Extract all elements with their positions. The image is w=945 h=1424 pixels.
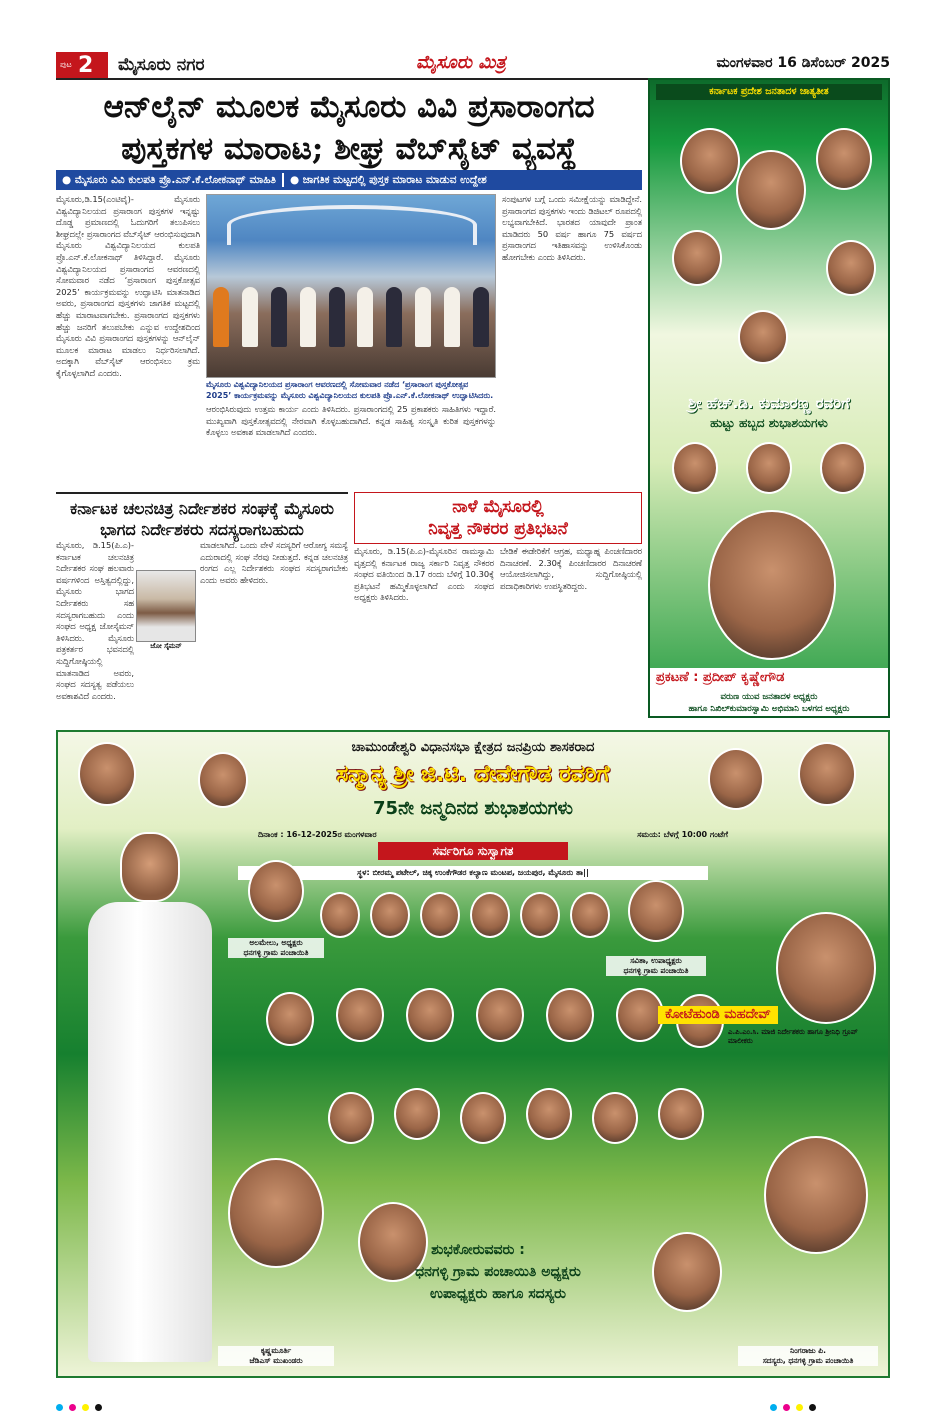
- ad-portrait: [266, 992, 314, 1046]
- ad-caption-krishna-role: ಜೆಡಿಎಸ್ ಮುಖಂಡರು: [249, 1356, 303, 1365]
- ad-right-portrait: [736, 150, 806, 230]
- ad-portrait: [336, 988, 384, 1042]
- photo-person: [415, 287, 431, 347]
- ad-portrait: [406, 988, 454, 1042]
- page-label: ಪುಟ: [60, 60, 72, 69]
- ad-caption-ningaraju: [738, 1346, 878, 1366]
- ad-caption-vp-role: ಧನಗಳ್ಳಿ ಗ್ರಾಮ ಪಂಚಾಯಿತಿ: [623, 966, 689, 975]
- ad-right-portrait: [672, 442, 718, 494]
- ad-right-footer: [650, 668, 888, 718]
- story3-headline-line2: ನಿವೃತ್ತ ನೌಕರರ ಪ್ರತಿಭಟನೆ: [428, 519, 568, 539]
- section-title: ಮೈಸೂರು ನಗರ: [118, 55, 205, 75]
- yellow-dot: [796, 1404, 803, 1411]
- story2-headline: ಕರ್ನಾಟಕ ಚಲನಚಿತ್ರ ನಿರ್ದೇಶಕರ ಸಂಘಕ್ಕೆ ಮೈಸೂರು ಭಾಗದ ನಿರ್ದೇಶಕರು ಸದಸ್ಯರಾಗಬಹುದು: [56, 492, 348, 540]
- ad-right-portrait: [826, 240, 876, 296]
- ad-portrait: [592, 1092, 638, 1144]
- ad-portrait: [658, 1088, 704, 1140]
- lead-headline-line2: ಪುಸ್ತಕಗಳ ಮಾರಾಟ; ಶೀಘ್ರ ವೆಬ್‌ಸೈಟ್ ವ್ಯವಸ್ಥೆ: [121, 131, 577, 167]
- ad-portrait-ningaraju: [764, 1136, 868, 1254]
- ad-right-publisher: ಪ್ರಕಟಣೆ : ಪ್ರದೀಪ್ ಕೃಷ್ಣೇಗೌಡ: [656, 670, 785, 685]
- ad-portrait: [470, 892, 510, 938]
- photo-person: [444, 287, 460, 347]
- ad-portrait: [616, 988, 664, 1042]
- cyan-dot: [770, 1404, 777, 1411]
- ad-right-portrait: [672, 230, 722, 286]
- ad-portrait: [248, 860, 304, 922]
- black-dot: [95, 1404, 102, 1411]
- ad-portrait: [628, 880, 684, 942]
- cyan-dot: [56, 1404, 63, 1411]
- ad-big-name: ಕೋಟೆಹುಂಡಿ ಮಹದೇವ್: [658, 1006, 778, 1024]
- page-number: 2: [78, 53, 94, 78]
- ad-right-role-1: ವರುಣ ಯುವ ಜನತಾದಳ ಅಧ್ಯಕ್ಷರು: [720, 692, 818, 702]
- story2-portrait-caption: ಜೋ ಸೈಮನ್: [150, 642, 182, 650]
- ad-caption-vp-name: ಸವಿತಾ, ಉಪಾಧ್ಯಕ್ಷರು: [630, 956, 682, 965]
- ad-line-1: ಚಾಮುಂಡೇಶ್ವರಿ ವಿಧಾನಸಭಾ ಕ್ಷೇತ್ರದ ಜನಪ್ರಿಯ ಶಾಸಕರಾದ: [351, 740, 595, 755]
- ad-caption-ningaraju-name: ನಿಂಗರಾಜು ಪಿ.: [790, 1346, 826, 1355]
- ad-portrait: [394, 1088, 440, 1140]
- ad-portrait: [460, 1092, 506, 1144]
- ad-welcome: ಸರ್ವರಿಗೂ ಸುಸ್ವಾಗತ: [378, 842, 568, 860]
- ad-portrait-mahadev: [776, 912, 876, 1024]
- ad-portrait: [652, 1232, 722, 1312]
- lead-column-2: ಆರಂಭಿಸಿರುವುದು ಉತ್ತಮ ಕಾರ್ಯ ಎಂದು ತಿಳಿಸಿದರು. ಪ್ರಸಾರಾಂಗದಲ್ಲಿ 25 ಪ್ರಕಾಶಕರು ಸಾಹಿತಿಗಳು ಇದ್ದಾರೆ. ಮುಖ್ಯವಾಗಿ ಪುಸ್ತಕೋತ್ಸವದಲ್ಲಿ ನೇರವಾಗಿ ಕೊಳ್ಳಬಹುದಾಗಿದೆ. ಕನ್ನಡ ಸಾಹಿತ್ಯ ಸಂಸ್ಕೃತಿ ಕುರಿತ ಪುಸ್ತಕಗಳನ್ನು ಕೊಳ್ಳಲು ಅವಕಾಶ ಮಾಡಲಾಗಿದೆ ಎಂದರು.: [206, 404, 496, 438]
- registration-marks-left: [56, 1404, 102, 1411]
- page-number-box: [56, 52, 108, 78]
- story3-headline: [354, 492, 642, 544]
- magenta-dot: [783, 1404, 790, 1411]
- paper-name: ಮೈಸೂರು ಮಿತ್ರ: [416, 52, 506, 73]
- story2-portrait: [136, 570, 196, 642]
- ad-right-topbar: ಕರ್ನಾಟಕ ಪ್ರದೇಶ ಜನತಾದಳ ಜಾತ್ಯತೀತ: [656, 84, 882, 100]
- ad-greet-1: ಶುಭಕೋರುವವರು :: [431, 1242, 525, 1258]
- lead-subhead-2: ● ಜಾಗತಿಕ ಮಟ್ಟದಲ್ಲಿ ಪುಸ್ತಕ ಮಾರಾಟ ಮಾಡುವ ಉದ್ದೇಶ: [289, 173, 487, 186]
- ad-right-portrait: [680, 128, 740, 194]
- yellow-dot: [82, 1404, 89, 1411]
- black-dot: [809, 1404, 816, 1411]
- story2-body-right: ಮಾಡಲಾಗಿದೆ. ಒಂದು ವೇಳೆ ಸದಸ್ಯರಿಗೆ ಆರೋಗ್ಯ ಸಮಸ್ಯೆ ಎದುರಾದಲ್ಲಿ ಸಂಘ ನೆರವು ನೀಡುತ್ತದೆ. ಕನ್ನಡ ಚಲನಚಿತ್ರ ರಂಗದ ಎಲ್ಲ ನಿರ್ದೇಶಕರು ಸಂಘದ ಸದಸ್ಯರಾಗಬೇಕು ಎಂದು ಅವರು ಹೇಳಿದರು.: [200, 540, 348, 585]
- ad-greet-2: ಧನಗಳ್ಳಿ ಗ್ರಾಮ ಪಂಚಾಯಿತಿ ಅಧ್ಯಕ್ಷರು: [415, 1264, 581, 1280]
- ad-caption-krishnamurthy: [218, 1346, 334, 1366]
- story3-body-right: ಬೇಡಿಕೆ ಈಡೇರಿಕೆಗೆ ಆಗ್ರಹ, ಮಧ್ಯಾಹ್ನ ಪಿಂಚಣಿದಾರರ ದಿನಾಚರಣೆ. 2.30ಕ್ಕೆ ಪಿಂಚಣಿದಾರರ ದಿನಾಚರಣೆ ಆಯೋಜಿಸಲಾಗಿದ್ದು, ಸುದ್ದಿಗೋಷ್ಠಿಯಲ್ಲಿ ಪದಾಧಿಕಾರಿಗಳು ಉಪಸ್ಥಿತರಿದ್ದರು.: [500, 546, 642, 591]
- bottom-advertisement: [56, 730, 890, 1378]
- ad-caption-president-name: ಅಲಮೇಲು, ಅಧ್ಯಕ್ಷರು: [249, 938, 303, 947]
- ad-portrait: [570, 892, 610, 938]
- lead-headline: [56, 86, 642, 170]
- photo-person: [242, 287, 258, 347]
- photo-person: [386, 287, 402, 347]
- photo-person: [329, 287, 345, 347]
- photo-people: [207, 277, 495, 347]
- ad-portrait: [420, 892, 460, 938]
- ad-datebar: [258, 828, 728, 842]
- ad-right-publisher-portrait: [708, 510, 836, 660]
- photo-stage-arch: [227, 205, 477, 245]
- magenta-dot: [69, 1404, 76, 1411]
- ad-greet-3: ಉಪಾಧ್ಯಕ್ಷರು ಹಾಗೂ ಸದಸ್ಯರು: [430, 1286, 566, 1302]
- ad-right-wish: ಹುಟ್ಟು ಹಬ್ಬದ ಶುಭಾಶಯಗಳು: [710, 416, 828, 430]
- ad-caption-ningaraju-role: ಸದಸ್ಯರು, ಧನಗಳ್ಳಿ ಗ್ರಾಮ ಪಂಚಾಯಿತಿ: [762, 1356, 854, 1365]
- ad-main-figure: [78, 832, 218, 1362]
- story3-headline-line1: ನಾಳೆ ಮೈಸೂರಲ್ಲಿ: [452, 497, 544, 517]
- lead-photo: [206, 194, 496, 378]
- story3-body-left: ಮೈಸೂರು, ಡಿ.15(ಪಿ.ಎ)-ಮೈಸೂರಿನ ರಾಮಸ್ವಾಮಿ ವೃತ್ತದಲ್ಲಿ ಕರ್ನಾಟಕ ರಾಜ್ಯ ಸರ್ಕಾರಿ ನಿವೃತ್ತ ನೌಕರರ ಸಂಘದ ವತಿಯಿಂದ ಡಿ.17 ರಂದು ಬೆಳಿಗ್ಗೆ 10.30ಕ್ಕೆ ಪ್ರತಿಭಟನೆ ಹಮ್ಮಿಕೊಳ್ಳಲಾಗಿದೆ ಎಂದು ಸಂಘದ ಅಧ್ಯಕ್ಷರು ತಿಳಿಸಿದರು.: [354, 546, 494, 603]
- photo-person: [357, 287, 373, 347]
- ad-line-3: 75ನೇ ಜನ್ಮದಿನದ ಶುಭಾಶಯಗಳು: [373, 798, 573, 819]
- ad-portrait: [328, 1092, 374, 1144]
- ad-portrait-krishnamurthy: [228, 1158, 324, 1268]
- ad-big-name-sub: ಎ.ಪಿ.ಎಂ.ಸಿ. ಮಾಜಿ ನಿರ್ದೇಶಕರು ಹಾಗೂ ಶ್ರೀನಿಧಿ ಗ್ರೂಪ್ ಮಾಲೀಕರು: [728, 1028, 858, 1045]
- right-advertisement: [648, 78, 890, 718]
- ad-right-portrait: [746, 442, 792, 494]
- photo-person: [473, 287, 489, 347]
- ad-portrait: [370, 892, 410, 938]
- lead-photo-caption: ಮೈಸೂರು ವಿಶ್ವವಿದ್ಯಾನಿಲಯದ ಪ್ರಸಾರಾಂಗ ಆವರಣದಲ್ಲಿ ಸೋಮವಾರ ನಡೆದ ‘ಪ್ರಸಾರಾಂಗ ಪುಸ್ತಕೋತ್ಸವ 2025’ ಕಾರ್ಯಕ್ರಮವನ್ನು ಮೈಸೂರು ವಿಶ್ವವಿದ್ಯಾನಿಲಯದ ಕುಲಪತಿ ಪ್ರೊ.ಎನ್.ಕೆ.ಲೋಕನಾಥ್ ಉದ್ಘಾಟಿಸಿದರು.: [206, 380, 494, 400]
- ad-portrait: [320, 892, 360, 938]
- ad-main-figure-body: [88, 902, 212, 1362]
- ad-caption-president-role: ಧನಗಳ್ಳಿ ಗ್ರಾಮ ಪಂಚಾಯಿತಿ: [243, 948, 309, 957]
- ad-venue: ಸ್ಥಳ: ಬೀರಮ್ಮ ಪಟೇಲ್, ಚಿಕ್ಕ ಉಂಕೆಗೌಡರ ಕಲ್ಯಾಣ ಮಂಟಪ, ಜಯಪುರ, ಮೈಸೂರು ತಾ||: [238, 866, 708, 880]
- photo-person: [213, 287, 229, 347]
- ad-caption-vice-president: [606, 956, 706, 976]
- ad-date: ದಿನಾಂಕ : 16-12-2025ರ ಮಂಗಳವಾರ: [258, 830, 377, 839]
- ad-portrait: [476, 988, 524, 1042]
- ad-caption-president: [228, 938, 324, 958]
- photo-person: [271, 287, 287, 347]
- ad-portrait: [520, 892, 560, 938]
- ad-portrait: [546, 988, 594, 1042]
- ad-portrait: [526, 1088, 572, 1140]
- lead-subhead-1: ● ಮೈಸೂರು ವಿವಿ ಕುಲಪತಿ ಪ್ರೊ.ಎನ್.ಕೆ.ಲೋಕನಾಥ್ ಮಾಹಿತಿ: [62, 173, 276, 186]
- masthead: [56, 50, 890, 80]
- ad-right-title: ಶ್ರೀ ಹೆಚ್.ಡಿ. ಕುಮಾರಣ್ಣ ರವರಿಗೆ: [688, 394, 850, 412]
- lead-subheads: [56, 170, 642, 190]
- ad-main-figure-head: [120, 832, 180, 902]
- ad-caption-krishna-name: ಕೃಷ್ಣಮೂರ್ತಿ: [260, 1346, 292, 1355]
- lead-column-3: ಸಂಪುಟಗಳ ಬಗ್ಗೆ ಒಂದು ಸಮೀಕ್ಷೆಯನ್ನು ಮಾಡಿದ್ದೇನೆ. ಪ್ರಸಾರಾಂಗದ ಪುಸ್ತಕಗಳು ಇಂದು ಡಿಜಿಟಲ್ ರೂಪದಲ್ಲಿ ಲಭ್ಯವಾಗಬೇಕಿದೆ. ಭಾರತದ ಯಾವುದೇ ಪ್ರಾಂತ ಮಾಡಿದರು 50 ವರ್ಷ ಹಾಗೂ 75 ವರ್ಷದ ಪ್ರಸಾರಾಂಗದ ಇತಿಹಾಸವನ್ನು ಉಳಿಸಿಕೊಂಡು ಹೋಗಬೇಕು ಎಂದು ತಿಳಿಸಿದರು.: [502, 194, 642, 262]
- ad-right-portrait: [738, 310, 788, 364]
- ad-line-2: ಸನ್ಮಾನ್ಯ ಶ್ರೀ ಜಿ.ಟಿ. ದೇವೇಗೌಡ ರವರಿಗೆ: [336, 762, 610, 787]
- issue-date: ಮಂಗಳವಾರ 16 ಡಿಸೆಂಬರ್ 2025: [716, 55, 890, 71]
- ad-right-portrait: [820, 442, 866, 494]
- ad-right-role-2: ಹಾಗೂ ನಿಖಿಲ್‌ಕುಮಾರಸ್ವಾಮಿ ಅಭಿಮಾನಿ ಬಳಗದ ಅಧ್ಯಕ್ಷರು: [688, 704, 850, 714]
- photo-person: [300, 287, 316, 347]
- story2-body-left: ಮೈಸೂರು, ಡಿ.15(ಪಿ.ಎ)-ಕರ್ನಾಟಕ ಚಲನಚಿತ್ರ ನಿರ್ದೇಶಕರ ಸಂಘ ಹಲವಾರು ವರ್ಷಗಳಿಂದ ಅಸ್ತಿತ್ವದಲ್ಲಿದ್ದು, ಮೈಸೂರು ಭಾಗದ ನಿರ್ದೇಶಕರು ಸಹ ಸದಸ್ಯರಾಗಬಹುದು ಎಂದು ಸಂಘದ ಅಧ್ಯಕ್ಷ ಜೋಸೈಮನ್ ತಿಳಿಸಿದರು. ಮೈಸೂರು ಪತ್ರಕರ್ತರ ಭವನದಲ್ಲಿ ಸುದ್ದಿಗೋಷ್ಠಿಯಲ್ಲಿ ಮಾತನಾಡಿದ ಅವರು, ಸಂಘದ ಸದಸ್ಯತ್ವ ಪಡೆಯಲು ಅವಕಾಶವಿದೆ ಎಂದರು.: [56, 540, 134, 701]
- registration-marks-right: [770, 1404, 816, 1411]
- lead-headline-line1: ಆನ್‌ಲೈನ್ ಮೂಲಕ ಮೈಸೂರು ವಿವಿ ಪ್ರಸಾರಾಂಗದ: [103, 89, 595, 125]
- ad-time: ಸಮಯ: ಬೆಳಗ್ಗೆ 10:00 ಗಂಟೆಗೆ: [637, 830, 728, 839]
- lead-column-1: ಮೈಸೂರು,ಡಿ.15(ಎಂಟಿವೈ)- ಮೈಸೂರು ವಿಶ್ವವಿದ್ಯಾನಿಲಯದ ಪ್ರಸಾರಾಂಗ ಪುಸ್ತಕಗಳ ಇನ್ನಷ್ಟು ದೊಡ್ಡ ಪ್ರಮಾಣದಲ್ಲಿ ಓದುಗರಿಗೆ ತಲುಪಿಸಲು ಶೀಘ್ರದಲ್ಲೇ ಪ್ರಸಾರಾಂಗದ ವೆಬ್‌ಸೈಟ್ ಆರಂಭಿಸುವುದಾಗಿ ಮೈಸೂರು ವಿಶ್ವವಿದ್ಯಾನಿಲಯದ ಕುಲಪತಿ ಪ್ರೊ.ಎನ್.ಕೆ.ಲೋಕನಾಥ್ ತಿಳಿಸಿದ್ದಾರೆ. ಮೈಸೂರು ವಿಶ್ವವಿದ್ಯಾನಿಲಯದ ಪ್ರಸಾರಾಂಗದ ಆವರಣದಲ್ಲಿ ಸೋಮವಾರ ನಡೆದ ‘ಪ್ರಸಾರಾಂಗ ಪುಸ್ತಕೋತ್ಸವ 2025’ ಕಾರ್ಯಕ್ರಮವನ್ನು ಉದ್ಘಾಟಿಸಿ ಮಾತನಾಡಿದ ಅವರು, ಪ್ರಸಾರಾಂಗದ ಪುಸ್ತಕಗಳು ಜಾಗತಿಕ ಮಟ್ಟದಲ್ಲಿ ಹೆಚ್ಚು ಮಾರಾಟವಾಗಬೇಕು. ಪ್ರಸಾರಾಂಗದ ಪುಸ್ತಕಗಳು ಹೆಚ್ಚು ಜನರಿಗೆ ತಲುಪಬೇಕು ಎನ್ನುವ ಉದ್ದೇಶದಿಂದ ಮೈಸೂರು ವಿವಿ ಪ್ರಸಾರಾಂಗದ ಪುಸ್ತಕಗಳನ್ನು ಆನ್‌ಲೈನ್ ಮೂಲಕ ಮಾರಾಟ ಮಾಡಲು ನಿರ್ಧರಿಸಲಾಗಿದೆ. ಅದಕ್ಕಾಗಿ ವೆಬ್‌ಸೈಟ್ ಆರಂಭಿಸಲು ಕ್ರಮ ಕೈಗೊಳ್ಳಲಾಗಿದೆ ಎಂದರು.: [56, 194, 200, 378]
- ad-right-portrait: [816, 128, 872, 190]
